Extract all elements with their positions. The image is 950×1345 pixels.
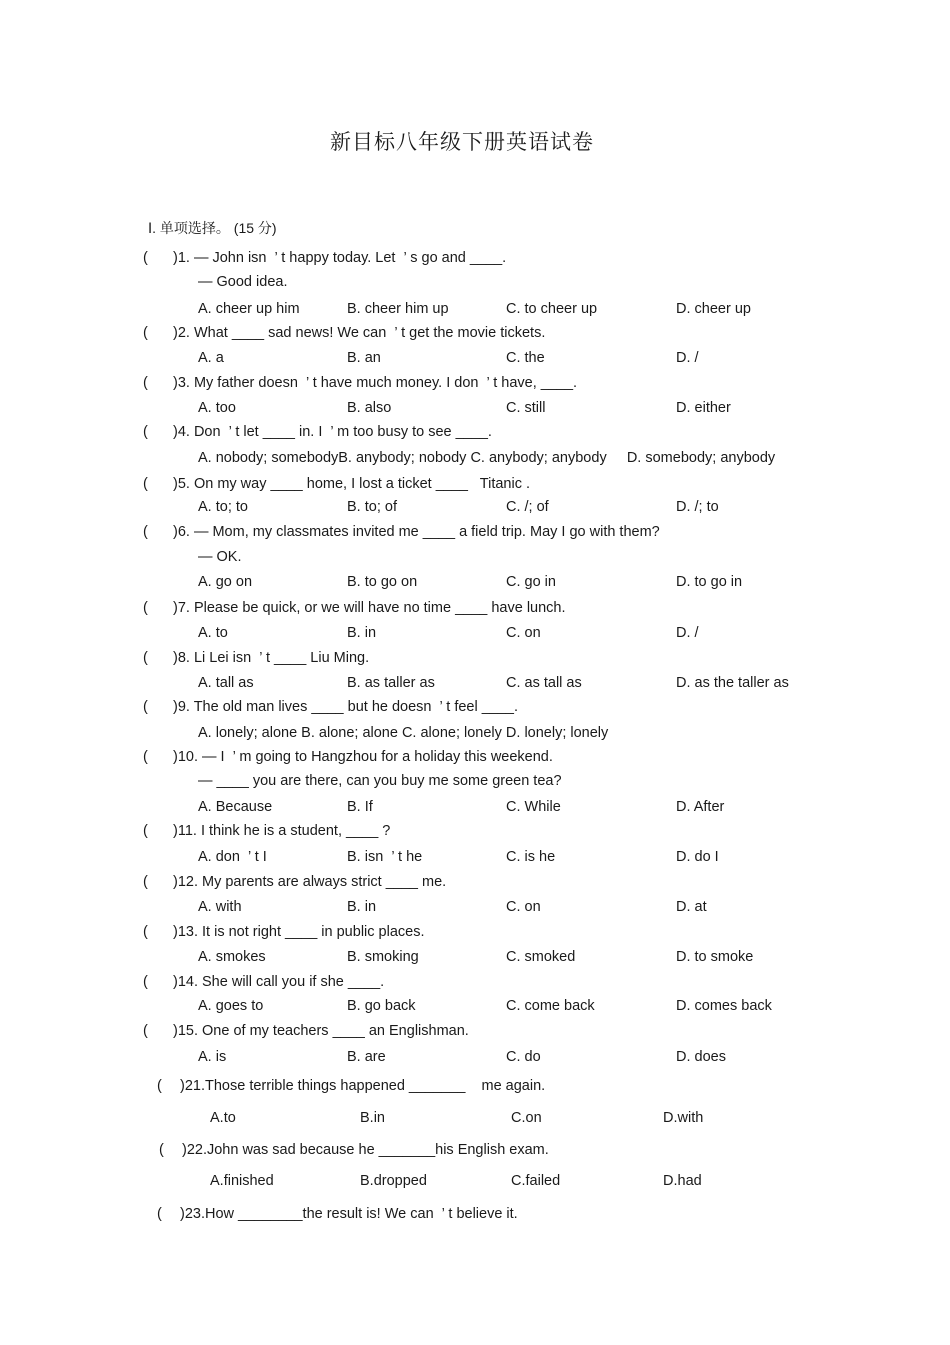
- question-paren: (: [143, 924, 148, 940]
- question-text: )8. Li Lei isn ’ t ____ Liu Ming.: [173, 650, 370, 666]
- option-b: B.in: [360, 1110, 385, 1126]
- options-line: A. lonely; alone B. alone; alone C. alone; lonely D. lonely; lonely: [198, 725, 609, 741]
- option-a: A. go on: [198, 574, 253, 590]
- option-d: D. /: [676, 350, 699, 366]
- option-b: B. also: [347, 400, 392, 416]
- question-text: )6. — Mom, my classmates invited me ____ a field trip. May I go with them?: [173, 524, 660, 540]
- question-text: )4. Don ’ t let ____ in. I ’ m too busy to see ____.: [173, 424, 492, 440]
- question-paren: (: [143, 250, 148, 266]
- question-text: )14. She will call you if she ____.: [173, 974, 385, 990]
- question-paren: (: [143, 874, 148, 890]
- option-b: B. in: [347, 625, 377, 641]
- question-text: )1. — John isn ’ t happy today. Let ’ s go and ____.: [173, 250, 507, 266]
- question-text: )9. The old man lives ____ but he doesn ’ t feel ____.: [173, 699, 519, 715]
- option-d: D. as the taller as: [676, 675, 789, 691]
- question-text: )5. On my way ____ home, I lost a ticket ____ Titanic .: [173, 476, 531, 492]
- question-paren: (: [143, 375, 148, 391]
- question-text: )12. My parents are always strict ____ me.: [173, 874, 447, 890]
- option-c: C. as tall as: [506, 675, 582, 691]
- option-c: C. /; of: [506, 499, 549, 515]
- option-a: A. a: [198, 350, 224, 366]
- option-d: D. cheer up: [676, 301, 751, 317]
- option-c: C. do: [506, 1049, 541, 1065]
- option-d: D. does: [676, 1049, 726, 1065]
- option-a: A. Because: [198, 799, 273, 815]
- option-a: A. don ’ t I: [198, 849, 267, 865]
- option-c: C. still: [506, 400, 546, 416]
- question-paren: (: [159, 1142, 164, 1158]
- question-text: )21.Those terrible things happened _______ me again.: [180, 1078, 546, 1094]
- question-text: )7. Please be quick, or we will have no time ____ have lunch.: [173, 600, 566, 616]
- option-b: B. are: [347, 1049, 386, 1065]
- question-text: )15. One of my teachers ____ an Englishman.: [173, 1023, 469, 1039]
- question-paren: (: [143, 650, 148, 666]
- option-a: A. smokes: [198, 949, 266, 965]
- option-c: C. the: [506, 350, 545, 366]
- option-b: B. isn ’ t he: [347, 849, 423, 865]
- section-heading: Ⅰ. 单项选择。 (15 分): [148, 220, 277, 236]
- option-b: B. an: [347, 350, 381, 366]
- option-b: B. to; of: [347, 499, 397, 515]
- option-b: B. as taller as: [347, 675, 435, 691]
- option-d: D.with: [663, 1110, 704, 1126]
- option-c: C. go in: [506, 574, 556, 590]
- option-d: D. After: [676, 799, 725, 815]
- page-title: 新目标八年级下册英语试卷: [330, 130, 594, 154]
- option-d: D. either: [676, 400, 731, 416]
- option-b: B. in: [347, 899, 377, 915]
- question-text: )22.John was sad because he _______his English exam.: [182, 1142, 549, 1158]
- option-a: A. to: [198, 625, 228, 641]
- question-paren: (: [143, 600, 148, 616]
- option-a: A. tall as: [198, 675, 254, 691]
- option-a: A. goes to: [198, 998, 264, 1014]
- options-line: A. nobody; somebodyB. anybody; nobody C. anybody; anybody D. somebody; anybody: [198, 450, 776, 466]
- option-c: C. come back: [506, 998, 595, 1014]
- option-b: B. smoking: [347, 949, 419, 965]
- question-dialogue: — Good idea.: [198, 274, 288, 290]
- option-c: C. on: [506, 625, 541, 641]
- option-b: B. go back: [347, 998, 416, 1014]
- option-a: A. with: [198, 899, 242, 915]
- option-c: C. smoked: [506, 949, 576, 965]
- option-c: C. is he: [506, 849, 556, 865]
- option-c: C.failed: [511, 1173, 561, 1189]
- question-paren: (: [143, 749, 148, 765]
- question-text: )23.How ________the result is! We can ’ t believe it.: [180, 1206, 518, 1222]
- option-d: D. to go in: [676, 574, 743, 590]
- option-b: B. cheer him up: [347, 301, 449, 317]
- question-paren: (: [157, 1206, 162, 1222]
- option-d: D. do I: [676, 849, 719, 865]
- question-paren: (: [157, 1078, 162, 1094]
- question-text: )2. What ____ sad news! We can ’ t get the movie tickets.: [173, 325, 546, 341]
- option-b: B. to go on: [347, 574, 418, 590]
- question-dialogue: — ____ you are there, can you buy me some green tea?: [198, 773, 562, 789]
- question-text: )3. My father doesn ’ t have much money. I don ’ t have, ____.: [173, 375, 578, 391]
- question-paren: (: [143, 823, 148, 839]
- option-d: D. to smoke: [676, 949, 754, 965]
- option-d: D.had: [663, 1173, 702, 1189]
- option-a: A.finished: [210, 1173, 274, 1189]
- question-paren: (: [143, 699, 148, 715]
- option-a: A. to; to: [198, 499, 248, 515]
- option-a: A.to: [210, 1110, 236, 1126]
- option-a: A. is: [198, 1049, 227, 1065]
- option-d: D. comes back: [676, 998, 772, 1014]
- option-b: B.dropped: [360, 1173, 427, 1189]
- option-d: D. /; to: [676, 499, 719, 515]
- question-text: )10. — I ’ m going to Hangzhou for a holiday this weekend.: [173, 749, 553, 765]
- question-paren: (: [143, 325, 148, 341]
- option-a: A. cheer up him: [198, 301, 300, 317]
- option-c: C. on: [506, 899, 541, 915]
- question-text: )11. I think he is a student, ____ ?: [173, 823, 391, 839]
- question-paren: (: [143, 476, 148, 492]
- option-b: B. If: [347, 799, 373, 815]
- option-a: A. too: [198, 400, 236, 416]
- option-c: C. to cheer up: [506, 301, 598, 317]
- option-c: C. While: [506, 799, 561, 815]
- question-paren: (: [143, 524, 148, 540]
- question-paren: (: [143, 974, 148, 990]
- question-dialogue: — OK.: [198, 549, 242, 565]
- question-paren: (: [143, 1023, 148, 1039]
- question-paren: (: [143, 424, 148, 440]
- option-d: D. at: [676, 899, 707, 915]
- question-text: )13. It is not right ____ in public places.: [173, 924, 425, 940]
- option-c: C.on: [511, 1110, 542, 1126]
- option-d: D. /: [676, 625, 699, 641]
